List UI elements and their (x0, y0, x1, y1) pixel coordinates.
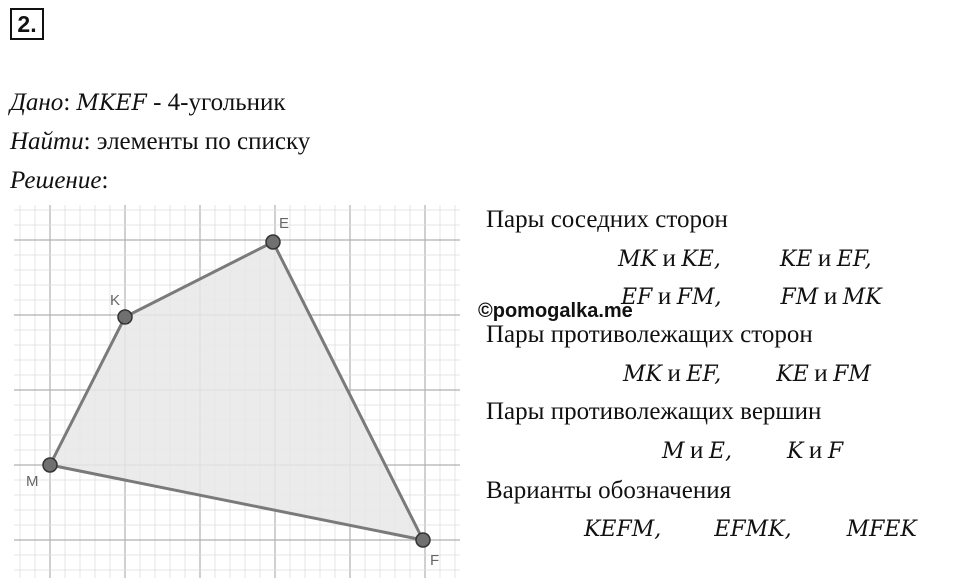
vertex-m-point (43, 458, 57, 472)
notations-title: Варианты обозначения (486, 477, 732, 504)
adjacent-sides-title: Пары соседних сторон (486, 206, 728, 233)
find-line (10, 127, 310, 157)
opposite-vertices-title: Пары противолежащих вершин (486, 398, 822, 425)
vertex-f-label: F (430, 552, 440, 569)
given-label: Дано (10, 89, 64, 116)
opposite-sides-row: MK и EF, KE и FM (623, 360, 871, 387)
notations-row (584, 514, 917, 545)
find-label: Найти (10, 128, 84, 155)
notation-2: EFMK, (714, 517, 792, 542)
find-rest: : элементы по списку (83, 128, 311, 155)
adjacent-sides-row-2: EF и FM, FM и MK (621, 283, 882, 310)
opposite-sides-title: Пары противолежащих сторон (486, 321, 813, 348)
vertex-k-label: K (110, 292, 121, 309)
vertex-e-point (266, 235, 280, 249)
problem-number: 2. (10, 8, 44, 40)
vertex-k-point (118, 310, 132, 324)
given-rest: - 4-угольник (146, 89, 286, 116)
solution-label: Решение (10, 167, 102, 194)
quadrilateral-figure (0, 195, 470, 581)
adjacent-sides-row-1: MK и KE, KE и EF, (618, 245, 872, 272)
notation-3: MFEK (846, 517, 917, 542)
given-object: MKEF (76, 91, 147, 116)
vertex-f-point (416, 533, 430, 547)
given-line: Дано: MKEF - 4-угольник (10, 89, 286, 116)
watermark: ©pomogalka.me (478, 300, 633, 322)
opposite-vertices-row: M и E, K и F (662, 437, 844, 464)
notation-1: KEFM, (584, 517, 662, 542)
vertex-e-label: E (279, 215, 290, 232)
solution-line: Решение: (10, 167, 109, 194)
vertex-m-label: M (26, 473, 39, 490)
